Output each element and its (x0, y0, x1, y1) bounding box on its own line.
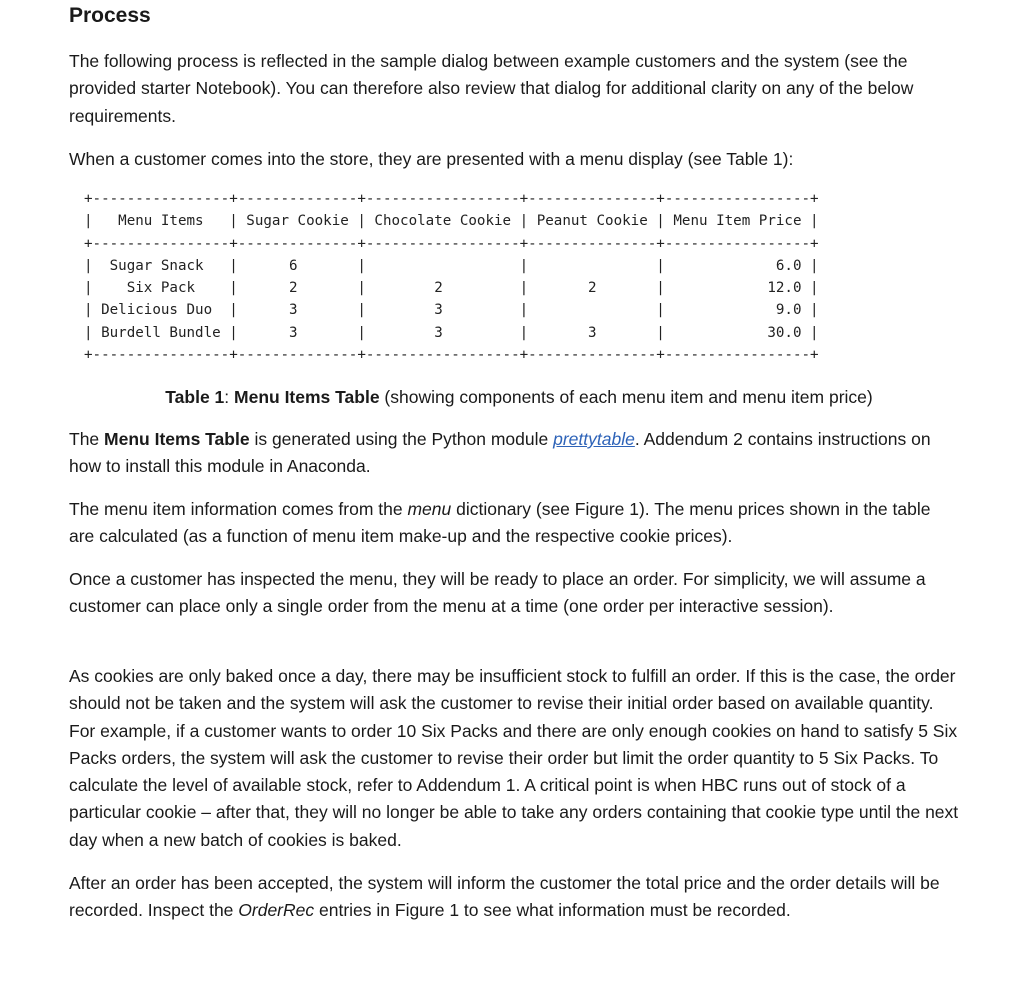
italic-term: OrderRec (238, 900, 315, 921)
table-caption (69, 384, 969, 411)
italic-term: menu (407, 499, 452, 519)
table-border: +----------------+--------------+------------------+---------------+-----------------+ (84, 347, 819, 364)
prettytable-paragraph (69, 426, 959, 481)
prettytable-link[interactable]: prettytable (553, 429, 635, 449)
table-row: | Six Pack | 2 | 2 | 2 | 12.0 | (84, 280, 819, 297)
menu-dict-paragraph (69, 496, 959, 551)
table-header-row: | Menu Items | Sugar Cookie | Chocolate Cookie | Peanut Cookie | Menu Item Price | (84, 213, 819, 230)
text-segment: The menu item information comes from the (69, 499, 408, 519)
accepted-paragraph (69, 870, 959, 925)
caption-title: Menu Items Table (234, 387, 380, 407)
text-segment: entries in Figure 1 to see what information must be recorded. (314, 900, 791, 921)
intro-paragraph: The following process is reflected in the sample dialog between example customers and the system (see the provided starter Notebook). You can therefore also review that dialog for additional clarity on any of the below requirements. (69, 51, 914, 126)
table-row: | Delicious Duo | 3 | 3 | | 9.0 | (84, 302, 819, 319)
text-segment: dictionary (see Figure 1). The menu prices shown in the table are calculated (as a function of menu item make-up and the respective cookie prices). (69, 499, 931, 547)
caption-separator: : (224, 387, 235, 407)
caption-rest: (showing components of each menu item and menu item price) (379, 387, 873, 407)
table-row: | Sugar Snack | 6 | | | 6.0 | (84, 257, 819, 274)
text-segment: After an order has been accepted, the system will inform the customer the total price and the order details will be recorded. Inspect the (69, 873, 940, 921)
order-paragraph: Once a customer has inspected the menu, they will be ready to place an order. For simplicity, we will assume a customer can place only a single order from the menu at a time (one order per interactive session). (69, 569, 926, 617)
text-segment: . Addendum 2 contains instructions on how to install this module in Anaconda. (69, 429, 931, 477)
menu-lead-paragraph: When a customer comes into the store, they are presented with a menu display (see Table 1): (69, 149, 794, 169)
menu-items-ascii-table (84, 188, 819, 366)
table-row: | Burdell Bundle | 3 | 3 | 3 | 30.0 | (84, 324, 819, 341)
section-heading: Process (69, 4, 151, 27)
table-border: +----------------+--------------+------------------+---------------+-----------------+ (84, 191, 819, 207)
stock-paragraph: As cookies are only baked once a day, there may be insufficient stock to fulfill an order. If this is the case, the order should not be taken and the system will ask the customer to revise their initial order based on available quantity. For example, if a customer wants to order 10 Six Packs and there are only enough cookies on hand to satisfy 5 Six Packs orders, the system will ask the customer to revise their order but limit the order quantity to 5 Six Packs. To calculate the level of available stock, refer to Addendum 1. A critical point is when HBC runs out of stock of a particular cookie – after that, they will no longer be able to take any orders containing that cookie type until the next day when a new batch of cookies is baked. (69, 666, 959, 850)
table-border: +----------------+--------------+------------------+---------------+-----------------+ (84, 235, 819, 252)
bold-term: Menu Items Table (104, 429, 250, 449)
text-segment: The (69, 429, 105, 449)
caption-label: Table 1 (165, 387, 225, 407)
text-segment: is generated using the Python module (249, 429, 554, 449)
